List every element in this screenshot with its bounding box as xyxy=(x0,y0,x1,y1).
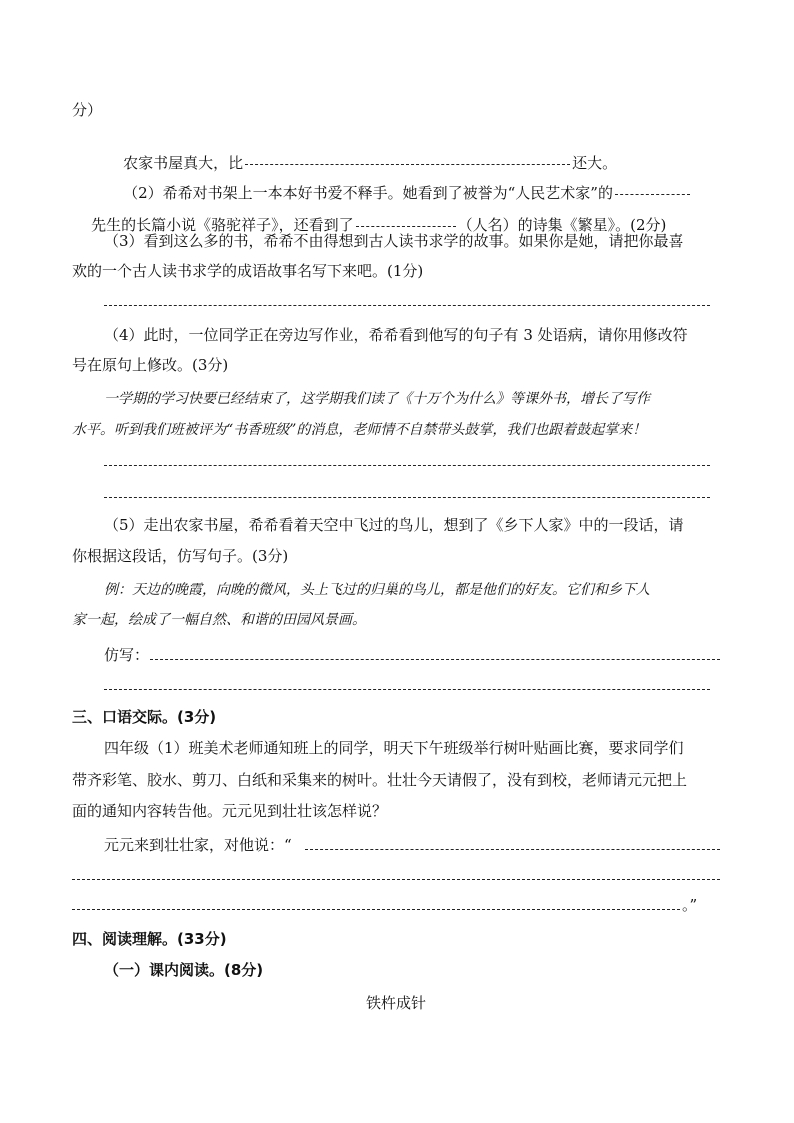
answer-line[interactable] xyxy=(72,909,680,910)
question-2-line xyxy=(72,195,667,234)
text-segment: 还大。 xyxy=(572,154,618,172)
answer-line[interactable] xyxy=(104,305,710,306)
section-3-heading: 三、口语交际。(3分) xyxy=(72,708,217,726)
passage-title: 铁杵成针 xyxy=(366,994,427,1012)
answer-line[interactable] xyxy=(104,689,710,690)
answer-line[interactable] xyxy=(305,849,720,850)
question-4-line: 号在原句上修改。(3分) xyxy=(72,356,229,374)
oral-prompt-line: 带齐彩笔、胶水、剪刀、白纸和采集来的树叶。壮壮今天请假了，没有到校，老师请元元把上 xyxy=(72,771,688,789)
section-4-heading: 四、阅读理解。(33分) xyxy=(72,930,227,948)
answer-line[interactable] xyxy=(72,879,720,880)
question-5-line: 你根据这段话，仿写句子。(3分) xyxy=(72,547,289,565)
question-1-line xyxy=(104,133,618,172)
text-segment: 农家书屋真大，比 xyxy=(123,154,244,172)
example-line: 家一起，绘成了一幅自然、和谐的田园风景画。 xyxy=(72,612,366,628)
oral-prompt-line: 面的通知内容转告他。元元见到壮壮该怎样说？ xyxy=(72,802,388,820)
closing-quote: 。” xyxy=(682,896,698,914)
imitation-label: 仿写： xyxy=(104,646,150,664)
text-segment: 先生的长篇小说《骆驼祥子》，还看到了 xyxy=(91,216,354,234)
question-5-line: （5）走出农家书屋，希希看着天空中飞过的鸟儿，想到了《乡下人家》中的一段话，请 xyxy=(104,516,684,534)
text-segment: （人名）的诗集《繁星》。(2分) xyxy=(457,216,667,234)
question-4-line: （4）此时，一位同学正在旁边写作业，希希看到他写的句子有 3 处语病，请你用修改符 xyxy=(104,326,688,344)
example-line: 例：天边的晚霞，向晚的微风，头上飞过的归巢的鸟儿，都是他们的好友。它们和乡下人 xyxy=(104,582,650,598)
faulty-sentence-line: 一学期的学习快要已经结束了，这学期我们读了《十万个为什么》等课外书，增长了写作 xyxy=(104,391,650,407)
answer-line[interactable] xyxy=(104,497,710,498)
subsection-heading: （一）课内阅读。(8分) xyxy=(104,961,264,979)
question-3-line: （3）看到这么多的书，希希不由得想到古人读书求学的故事。如果你是她，请把你最喜 xyxy=(104,232,684,250)
answer-line[interactable] xyxy=(150,659,720,660)
question-3-line: 欢的一个古人读书求学的成语故事名写下来吧。(1分) xyxy=(72,262,424,280)
text-segment: （2）希希对书架上一本本好书爱不释手。她看到了被誉为“人民艺术家”的 xyxy=(123,184,613,202)
text-line: 分） xyxy=(72,101,103,119)
oral-prompt-line: 四年级（1）班美术老师通知班上的同学，明天下午班级举行树叶贴画比赛，要求同学们 xyxy=(104,739,684,757)
answer-blank[interactable] xyxy=(356,225,456,227)
faulty-sentence-line: 水平。听到我们班被评为“书香班级”的消息，老师情不自禁带头鼓掌，我们也跟着鼓起掌来！ xyxy=(72,422,647,438)
question-2-line xyxy=(104,163,692,202)
oral-answer-lead: 元元来到壮壮家，对他说：“ xyxy=(104,836,292,854)
answer-line[interactable] xyxy=(104,465,710,466)
